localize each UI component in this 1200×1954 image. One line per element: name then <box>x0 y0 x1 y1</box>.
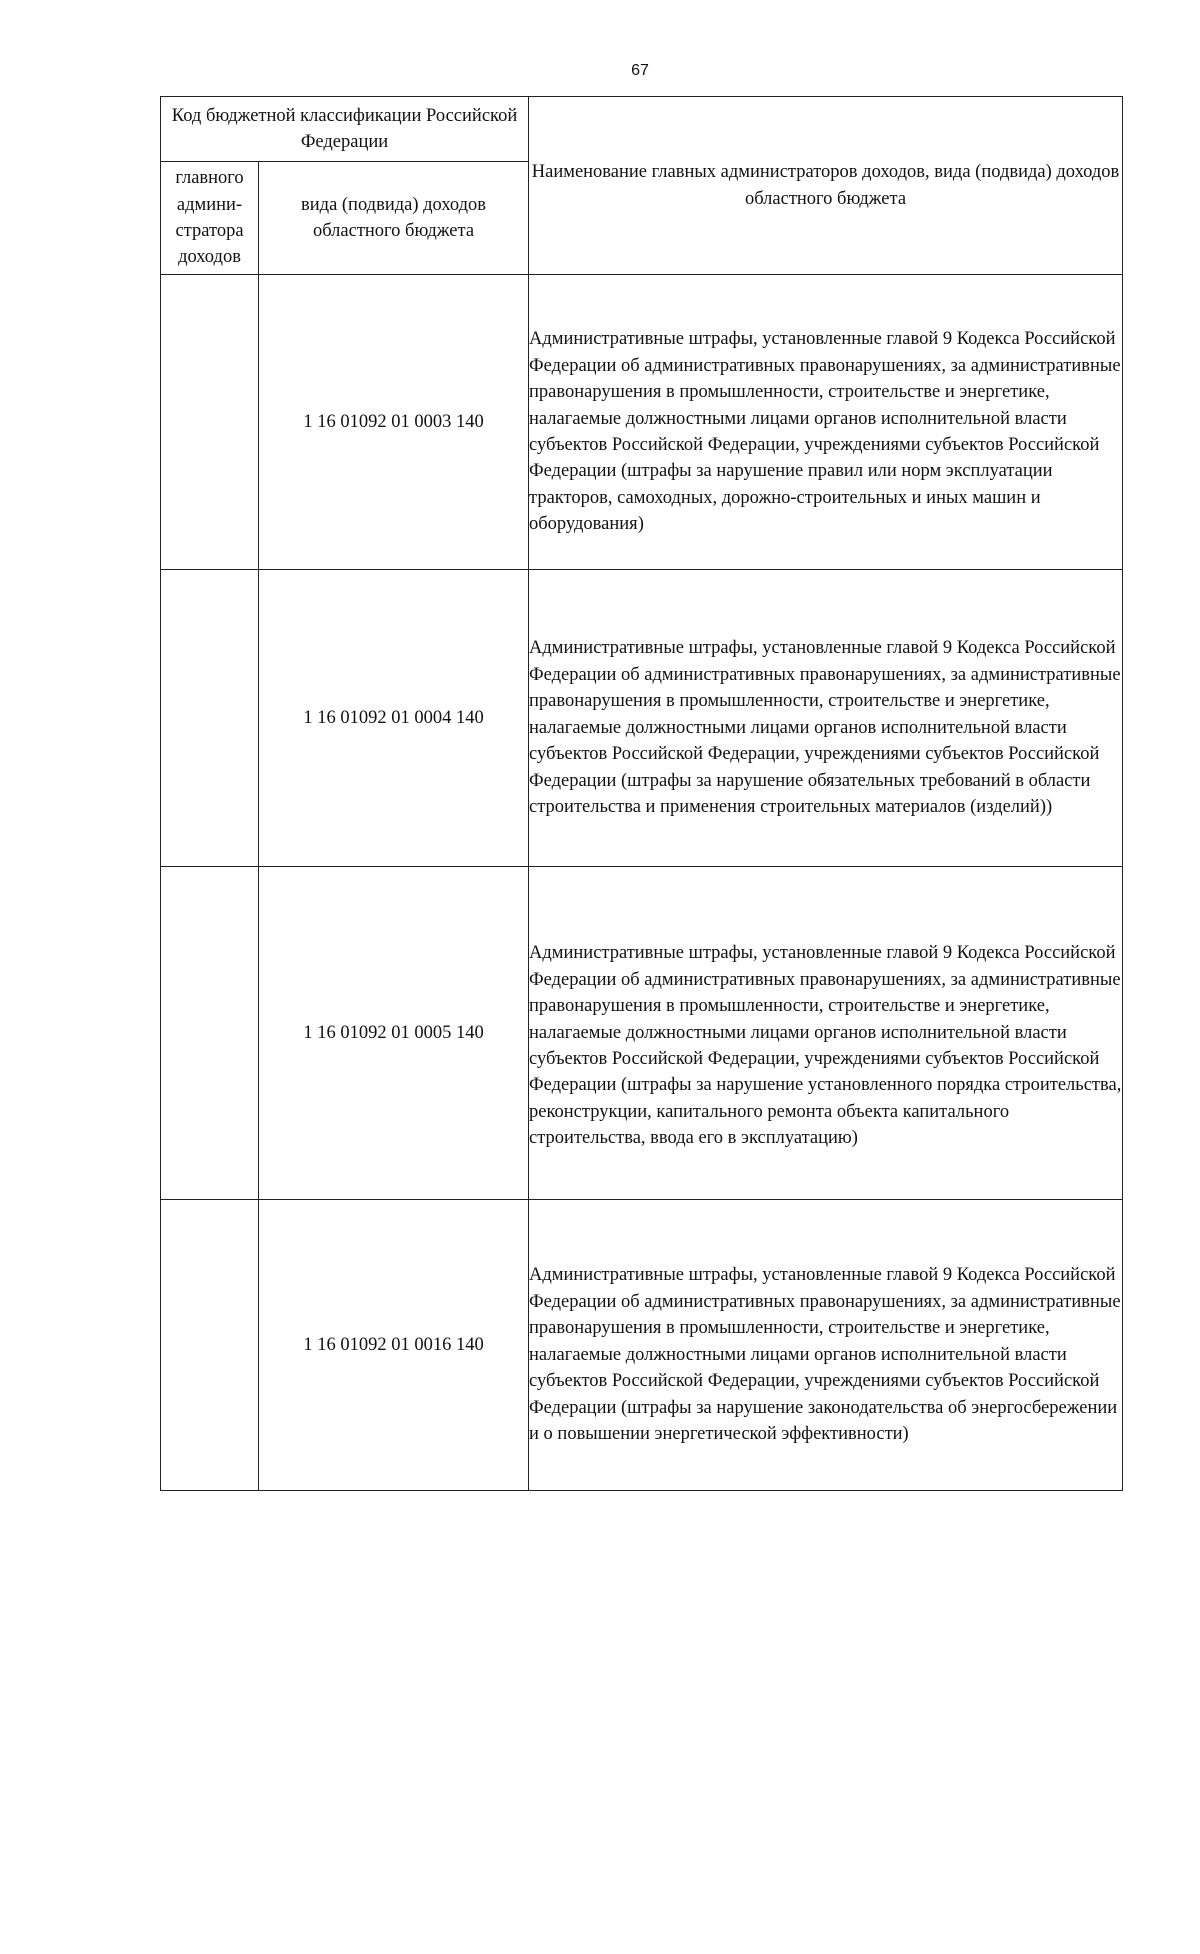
header-revenue-type: вида (подвида) доходов областного бюджета <box>259 162 529 275</box>
admin-code-cell <box>161 867 259 1200</box>
header-administrator-name: Наименование главных администраторов доходов, вида (подвида) доходов областного бюджета <box>529 97 1123 275</box>
revenue-description-text: Административные штрафы, установленные главой 9 Кодекса Российской Федерации об административных правонарушениях, за административные правонарушения в промышленности, строительстве и энергетике, налагаемые должностными лицами органов исполнительной власти субъектов Российской Федерации, учреждениями субъектов Российской Федерации (штрафы за нарушение обязательных требований в области строительства и применения строительных материалов (изделий)) <box>529 638 1121 818</box>
admin-code-cell <box>161 570 259 867</box>
budget-classification-table <box>160 96 1123 1491</box>
revenue-code-cell: 1 16 01092 01 0016 140 <box>259 1200 529 1491</box>
revenue-description-cell <box>529 1200 1123 1491</box>
revenue-description-cell <box>529 275 1123 570</box>
page-number: 67 <box>631 62 649 79</box>
admin-code-cell <box>161 1200 259 1491</box>
table-row <box>161 275 1123 570</box>
revenue-description-cell <box>529 570 1123 867</box>
revenue-description-text: Административные штрафы, установленные главой 9 Кодекса Российской Федерации об административных правонарушениях, за административные правонарушения в промышленности, строительстве и энергетике, налагаемые должностными лицами органов исполнительной власти субъектов Российской Федерации, учреждениями субъектов Российской Федерации (штрафы за нарушение правил или норм эксплуатации тракторов, самоходных, дорожно-строительных и иных машин и оборудования) <box>529 329 1121 535</box>
header-budget-classification-code: Код бюджетной классификации Российской Федерации <box>161 97 529 162</box>
admin-code-cell <box>161 275 259 570</box>
header-chief-administrator: главного админи-стратора доходов <box>161 162 259 275</box>
table-row <box>161 867 1123 1200</box>
revenue-code-cell: 1 16 01092 01 0004 140 <box>259 570 529 867</box>
revenue-code-cell: 1 16 01092 01 0003 140 <box>259 275 529 570</box>
revenue-description-text: Административные штрафы, установленные главой 9 Кодекса Российской Федерации об административных правонарушениях, за административные правонарушения в промышленности, строительстве и энергетике, налагаемые должностными лицами органов исполнительной власти субъектов Российской Федерации, учреждениями субъектов Российской Федерации (штрафы за нарушение законодательства об энергосбережении и о повышении энергетической эффективности) <box>529 1265 1121 1445</box>
table-row <box>161 570 1123 867</box>
revenue-description-text: Административные штрафы, установленные главой 9 Кодекса Российской Федерации об административных правонарушениях, за административные правонарушения в промышленности, строительстве и энергетике, налагаемые должностными лицами органов исполнительной власти субъектов Российской Федерации, учреждениями субъектов Российской Федерации (штрафы за нарушение установленного порядка строительства, реконструкции, капитального ремонта объекта капитального строительства, ввода его в эксплуатацию) <box>529 943 1122 1149</box>
table-row <box>161 1200 1123 1491</box>
revenue-code-cell: 1 16 01092 01 0005 140 <box>259 867 529 1200</box>
revenue-description-cell <box>529 867 1123 1200</box>
